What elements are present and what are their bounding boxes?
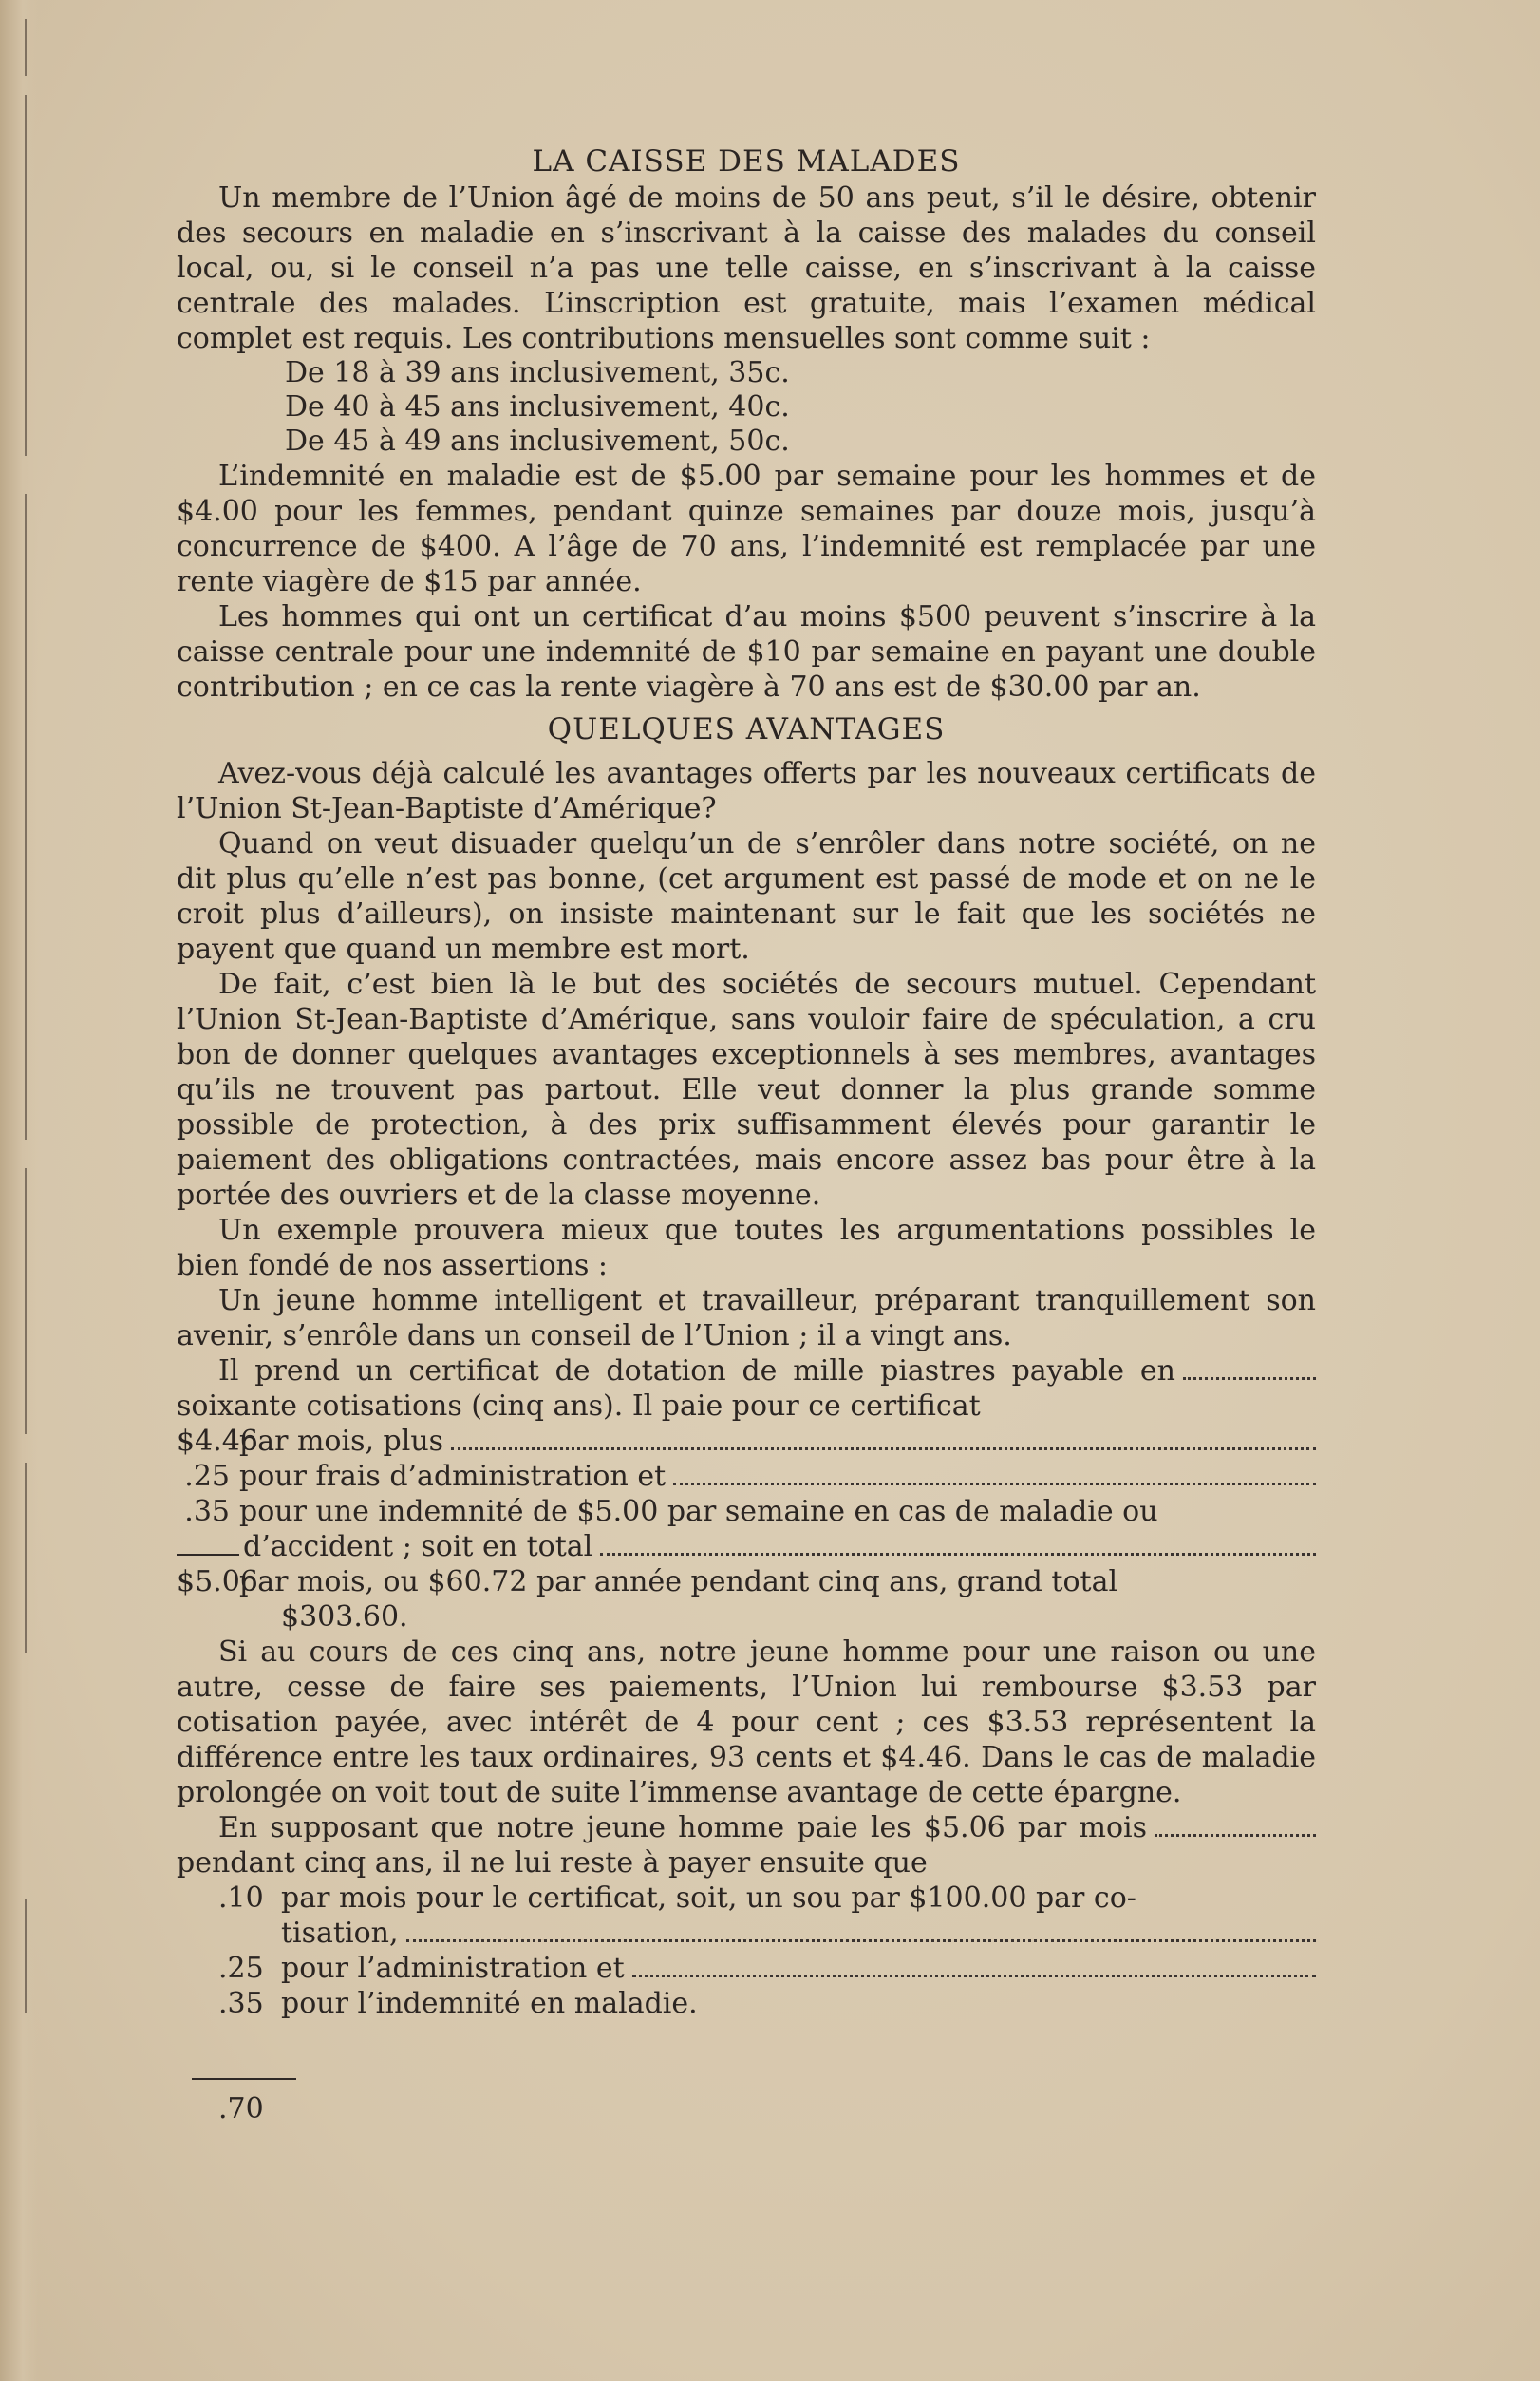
grand-total: $303.60. bbox=[281, 1600, 408, 1634]
amount: .25 bbox=[184, 1460, 230, 1493]
rate-list bbox=[285, 356, 1316, 459]
paragraph: De fait, c’est bien là le but des sociétés de secours mutuel. Cependant l’Union St-Jean-Baptiste d’Amérique, sans vouloir faire de spéculation, a cru bon de donner quelques avantages exceptionnels à ses membres, avantages qu’ils ne trouvent pas partout. Elle veut donner la plus grande somme possible de protection, à des prix suffisamment élevés pour garantir le paiement des obligations contractées, mais encore assez bas pour être à la portée des ouvriers et de la classe moyenne. bbox=[177, 968, 1316, 1212]
paragraph: Un membre de l’Union âgé de moins de 50 ans peut, s’il le désire, obtenir des secours en maladie en s’inscrivant à la caisse des malades du conseil local, ou, si le conseil n’a pas une telle caisse, en s’inscrivant à la caisse centrale des malades. L’inscription est gratuite, mais l’examen médical complet est requis. Les contributions mensuelles sont comme suit : bbox=[177, 181, 1316, 355]
binding-edge bbox=[0, 0, 38, 2381]
cost-label: pour l’indemnité en maladie. bbox=[281, 1987, 698, 2020]
binding-mark bbox=[25, 95, 27, 456]
paragraph: Il prend un certificat de dotation de mille piastres payable en soixante cotisations (cinq ans). Il paie pour ce certificat bbox=[177, 1354, 1175, 1423]
section-title-avantages: QUELQUES AVANTAGES bbox=[547, 712, 946, 746]
rate-item: De 18 à 39 ans inclusivement, 35c. bbox=[285, 356, 790, 389]
section-title-caisse: LA CAISSE DES MALADES bbox=[532, 144, 961, 179]
binding-mark bbox=[25, 1463, 27, 1653]
cost-label: d’accident ; soit en total bbox=[243, 1530, 593, 1563]
binding-mark bbox=[25, 1899, 27, 2013]
amount: $5.06 bbox=[177, 1565, 258, 1598]
cost-line bbox=[177, 1564, 1316, 1599]
cost-label: par mois pour le certificat, soit, un sou par $100.00 par co- bbox=[281, 1881, 1136, 1915]
page-text bbox=[177, 142, 1316, 2126]
cost-line bbox=[177, 1494, 1316, 1529]
cost-line bbox=[177, 1459, 1316, 1494]
binding-mark bbox=[25, 19, 27, 76]
cost-line bbox=[177, 1951, 1316, 1986]
paragraph: En supposant que notre jeune homme paie les $5.06 par mois pendant cinq ans, il ne lui reste à payer ensuite que bbox=[177, 1811, 1147, 1880]
leader-line bbox=[177, 1810, 1316, 1880]
dot-leader bbox=[673, 1483, 1316, 1485]
subtotal-rule bbox=[177, 1533, 239, 1556]
rate-item: De 40 à 45 ans inclusivement, 40c. bbox=[285, 390, 790, 424]
amount: $4.46 bbox=[177, 1425, 258, 1458]
cost-line bbox=[177, 1880, 1316, 1916]
paragraph: Avez-vous déjà calculé les avantages offerts par les nouveaux certificats de l’Union St-Jean-Baptiste d’Amérique? bbox=[177, 757, 1316, 825]
cost-label: par mois, ou $60.72 par année pendant cinq ans, grand total bbox=[239, 1565, 1118, 1598]
paragraph: Un exemple prouvera mieux que toutes les argumentations possibles le bien fondé de nos assertions : bbox=[177, 1214, 1316, 1282]
cost-label: pour frais d’administration et bbox=[239, 1460, 667, 1493]
amount: .35 bbox=[184, 1495, 230, 1528]
paragraph: Un jeune homme intelligent et travailleur, préparant tranquillement son avenir, s’enrôle dans un conseil de l’Union ; il a vingt ans. bbox=[177, 1284, 1316, 1352]
dot-leader bbox=[600, 1553, 1316, 1556]
amount: .10 bbox=[218, 1881, 264, 1915]
paragraph: Les hommes qui ont un certificat d’au moins $500 peuvent s’inscrire à la caisse centrale pour une indemnité de $10 par semaine en payant une double contribution ; en ce cas la rente viagère à 70 ans est de $30.00 par an. bbox=[177, 600, 1316, 704]
cost-line bbox=[177, 1916, 1316, 1951]
dot-leader bbox=[632, 1975, 1316, 1977]
dot-leader bbox=[451, 1447, 1316, 1450]
cost-line bbox=[177, 1529, 1316, 1564]
binding-mark bbox=[25, 1168, 27, 1434]
paragraph: L’indemnité en maladie est de $5.00 par semaine pour les hommes et de $4.00 pour les femmes, pendant quinze semaines par douze mois, jusqu’à concurrence de $400. A l’âge de 70 ans, l’indemnité est remplacée par une rente viagère de $15 par année. bbox=[177, 460, 1316, 598]
amount: .35 bbox=[218, 1987, 264, 2020]
cost-label: par mois, plus bbox=[239, 1425, 444, 1458]
binding-mark bbox=[25, 494, 27, 1140]
cost-label: tisation, bbox=[281, 1917, 399, 1950]
cost-line bbox=[177, 1424, 1316, 1459]
paragraph: Si au cours de ces cinq ans, notre jeune homme pour une raison ou une autre, cesse de faire ses paiements, l’Union lui rembourse $3.53 par cotisation payée, avec intérêt de 4 pour cent ; ces $3.53 représentent la différence entre les taux ordinaires, 93 cents et $4.46. Dans le cas de maladie prolongée on voit tout de suite l’immense avantage de cette épargne. bbox=[177, 1635, 1316, 1809]
cost-line bbox=[177, 1986, 1316, 2021]
cost-label: pour l’administration et bbox=[281, 1952, 625, 1985]
rate-item: De 45 à 49 ans inclusivement, 50c. bbox=[285, 425, 790, 458]
dot-leader bbox=[1155, 1834, 1316, 1837]
paragraph: Quand on veut disuader quelqu’un de s’enrôler dans notre société, on ne dit plus qu’elle n’est pas bonne, (cet argument est passé de mode et on ne le croit plus d’ailleurs), on insiste maintenant sur le fait que les sociétés ne payent que quand un membre est mort. bbox=[177, 827, 1316, 966]
cost-label: pour une indemnité de $5.00 par semaine en cas de maladie ou bbox=[239, 1495, 1158, 1528]
dot-leader bbox=[1183, 1377, 1316, 1380]
leader-line bbox=[177, 1353, 1316, 1424]
amount: .25 bbox=[218, 1952, 264, 1985]
total-rule bbox=[192, 2078, 296, 2080]
total-amount: .70 bbox=[218, 2092, 264, 2126]
dot-leader bbox=[406, 1939, 1316, 1942]
